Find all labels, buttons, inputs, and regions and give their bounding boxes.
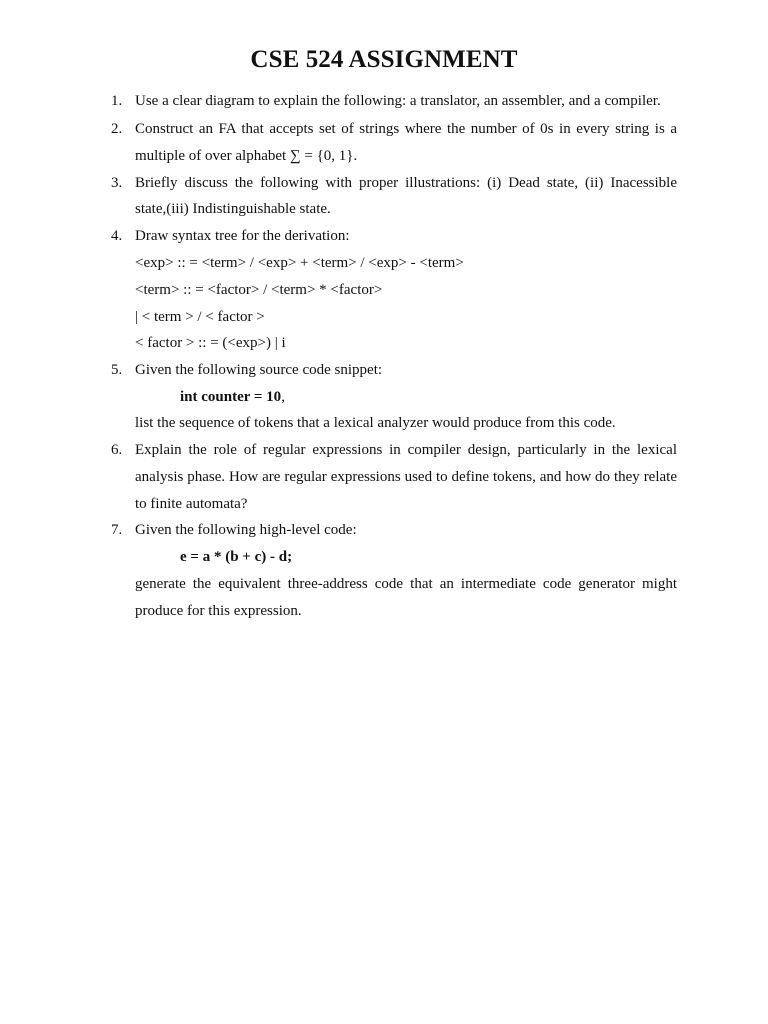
question-text-line: produce for this expression. bbox=[135, 603, 302, 619]
question-text-line: Use a clear diagram to explain the following: a translator, an assembler, and a compiler. bbox=[135, 93, 661, 109]
question-text-line: to finite automata? bbox=[135, 496, 248, 512]
question-number: 4. bbox=[111, 228, 123, 244]
question-number: 3. bbox=[111, 175, 123, 191]
question-text-line: Given the following high-level code: bbox=[135, 522, 357, 538]
question-text-line: Draw syntax tree for the derivation: bbox=[135, 228, 350, 244]
grammar-rule: < factor > :: = (<exp>) | i bbox=[135, 335, 286, 351]
question-number: 5. bbox=[111, 362, 123, 378]
code-snippet: e = a * (b + c) - d; bbox=[180, 549, 293, 565]
question-text-line: Explain the role of regular expressions in compiler design, particularly in the lexical bbox=[135, 442, 677, 458]
page-title: CSE 524 ASSIGNMENT bbox=[250, 46, 518, 73]
code-snippet bbox=[180, 388, 285, 406]
grammar-rule: <term> :: = <factor> / <term> * <factor> bbox=[135, 282, 383, 298]
code-snippet-punctuation: , bbox=[281, 389, 285, 405]
question-text-line: Briefly discuss the following with proper illustrations: (i) Dead state, (ii) Inacessible bbox=[135, 175, 677, 191]
code-snippet-text: int counter = 10 bbox=[180, 389, 282, 405]
question-number: 7. bbox=[111, 522, 123, 538]
question-number: 6. bbox=[111, 442, 123, 458]
question-number: 1. bbox=[111, 93, 123, 109]
question-text-line: Given the following source code snippet: bbox=[135, 362, 383, 378]
question-text-line: generate the equivalent three-address code that an intermediate code generator might bbox=[135, 576, 677, 592]
question-text-line: analysis phase. How are regular expressions used to define tokens, and how do they relate bbox=[135, 469, 677, 485]
question-text-line: state,(iii) Indistinguishable state. bbox=[135, 201, 331, 217]
question-text-line: list the sequence of tokens that a lexical analyzer would produce from this code. bbox=[135, 415, 616, 431]
grammar-rule: <exp> :: = <term> / <exp> + <term> / <exp> - <term> bbox=[135, 255, 464, 271]
question-text-line: multiple of over alphabet ∑ = {0, 1}. bbox=[135, 148, 358, 164]
question-number: 2. bbox=[111, 121, 123, 137]
question-text-line: Construct an FA that accepts set of strings where the number of 0s in every string is a bbox=[135, 121, 677, 137]
grammar-rule: | < term > / < factor > bbox=[135, 309, 265, 325]
